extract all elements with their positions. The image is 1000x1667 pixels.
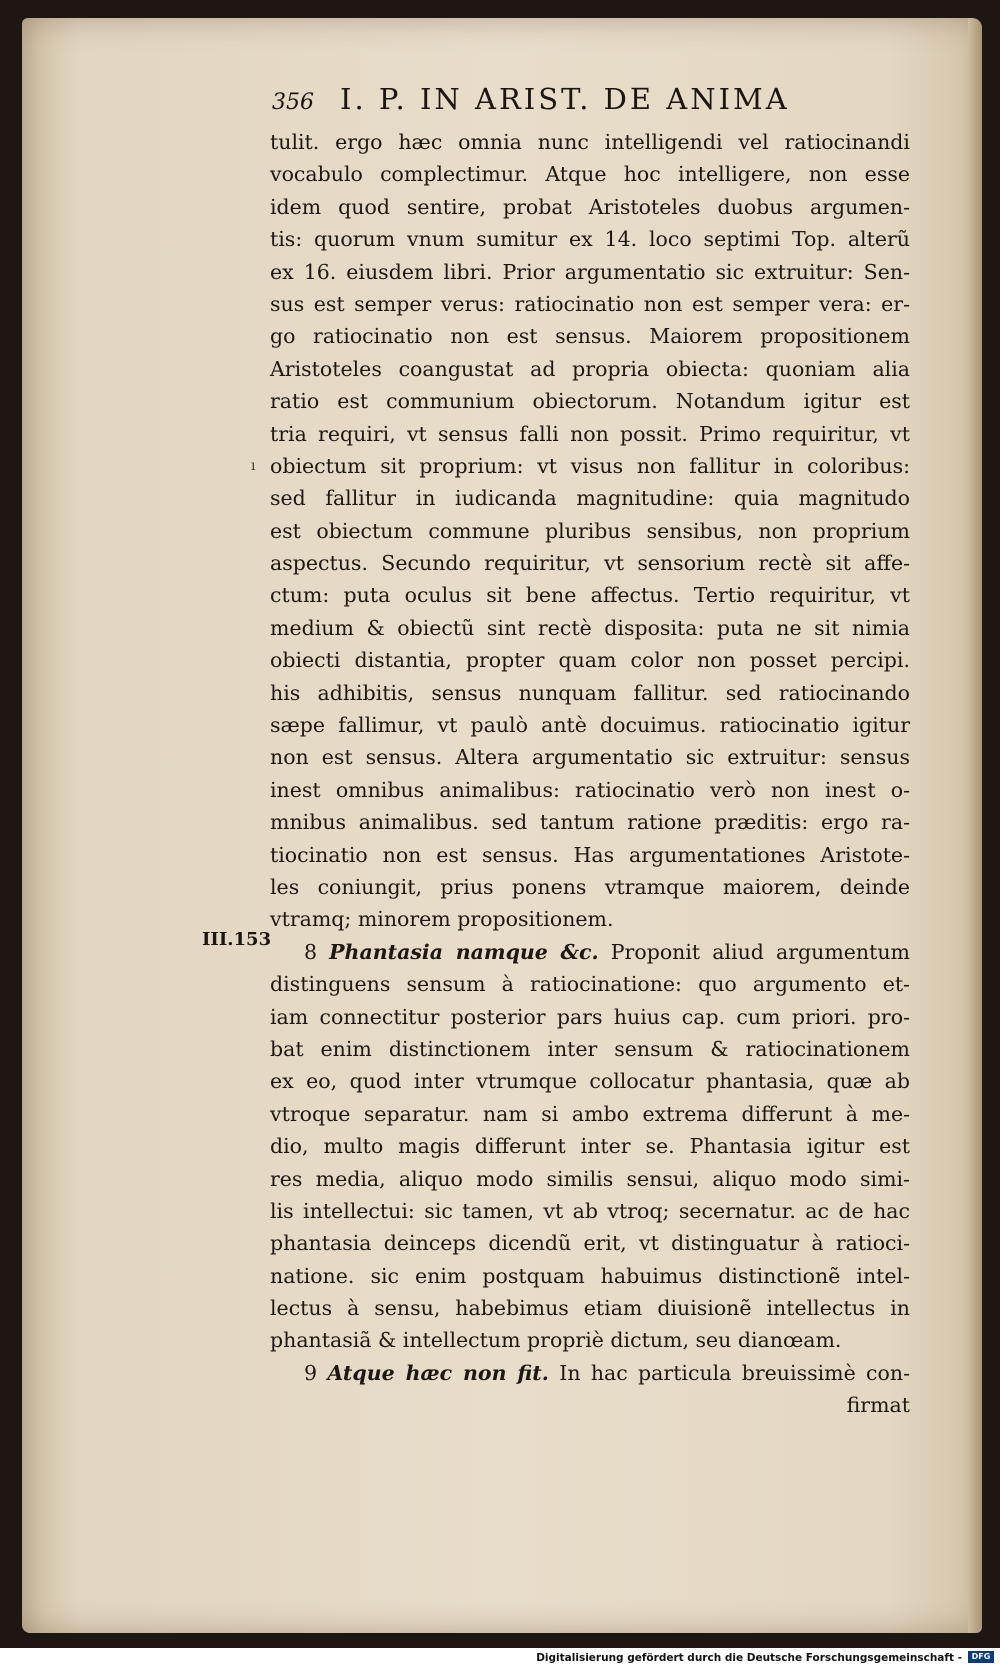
text-line: tiocinatio non est sensus. Has argumentationes Aristote- [270,842,910,867]
text-line: phantasiã & intellectum propriè dictum, seu dianœam. [270,1328,842,1353]
lemma-line-9 [270,1357,910,1389]
text-line: ctum: puta oculus sit bene affectus. Tertio requiritur, vt [270,583,910,608]
lemma-text: Phantasia namque &c. [329,939,599,964]
text-line: lis intellectui: sic tamen, vt ab vtroq; secernatur. ac de hac [270,1198,910,1223]
page-edge [968,18,982,1633]
catchword: firmat [846,1393,910,1418]
text-line: ex eo, quod inter vtrumque collocatur phantasia, quæ ab [270,1069,910,1094]
text-line: vtroque separatur. nam si ambo extrema differunt à me- [270,1101,910,1126]
text-line: phantasia deinceps dicendũ erit, vt distinguatur à ratioci- [270,1231,910,1256]
text-line: les coniungit, prius ponens vtramque maiorem, deinde [270,874,910,899]
text-line: vocabulo complectimur. Atque hoc intelligere, non esse [270,162,910,187]
text-line: est obiectum commune pluribus sensibus, non proprium [270,518,910,543]
funding-credit: Digitalisierung gefördert durch die Deutsche Forschungsgemeinschaft - [536,1652,962,1664]
text-line: his adhibitis, sensus nunquam fallitur. sed ratiocinando [270,680,910,705]
text-line: sed fallitur in iudicanda magnitudine: quia magnitudo [270,486,910,511]
text-line: idem quod sentire, probat Aristoteles duobus argumen- [270,194,910,219]
text-line: tis: quorum vnum sumitur ex 14. loco septimi Top. alterũ [270,227,910,252]
running-header [272,82,832,122]
text-line: Aristoteles coangustat ad propria obiecta: quoniam alia [270,356,910,381]
text-line: mnibus animalibus. sed tantum ratione præditis: ergo ra- [270,810,910,835]
text-line: ex 16. eiusdem libri. Prior argumentatio sic extruitur: Sen- [270,259,910,284]
text-line: tria requiri, vt sensus falli non possit. Primo requiritur, vt [270,421,910,446]
text-line: tulit. ergo hæc omnia nunc intelligendi vel ratiocinandi [270,130,910,154]
text-line: obiecti distantia, propter quam color non posset percipi. [270,648,910,673]
body-text [270,126,910,1422]
lemma-number: 9 [304,1360,318,1385]
text-line: sus est semper verus: ratiocinatio non est semper vera: er- [270,291,910,316]
text-line: go ratiocinatio non est sensus. Maiorem propositionem [270,324,910,349]
text-line: medium & obiectũ sint rectè disposita: puta ne sit nimia [270,615,910,640]
margin-reference: III.153 [202,929,272,950]
text-line: bat enim distinctionem inter sensum & ratiocinationem [270,1036,910,1061]
running-title: I. P. IN ARIST. DE ANIMA [340,82,790,116]
dfg-logo: DFG [968,1651,994,1663]
lemma-commentary: In hac particula breuissimè con- [559,1360,910,1385]
text-line: iam connectitur posterior pars huius cap. cum priori. pro- [270,1004,910,1029]
lemma-commentary: Proponit aliud argumentum [610,939,910,964]
text-line: lectus à sensu, habebimus etiam diuisionẽ intellectus in [270,1296,910,1321]
text-line: vtramq; minorem propositionem. [270,907,614,932]
text-line: obiectum sit proprium: vt visus non fallitur in coloribus: [270,453,910,478]
text-line: sæpe fallimur, vt paulò antè docuimus. ratiocinatio igitur [270,713,910,738]
margin-tick: ı [251,458,256,474]
text-line: aspectus. Secundo requiritur, vt sensorium rectè sit affe- [270,551,910,576]
text-line: ratio est communium obiectorum. Notandum igitur est [270,389,910,414]
lemma-line-8 [270,936,910,968]
text-line: dio, multo magis differunt inter se. Phantasia igitur est [270,1134,910,1159]
text-line: inest omnibus animalibus: ratiocinatio verò non inest o- [270,777,910,802]
text-line: non est sensus. Altera argumentatio sic extruitur: sensus [270,745,910,770]
lemma-number: 8 [304,939,318,964]
text-line: res media, aliquo modo similis sensui, aliquo modo simi- [270,1166,910,1191]
lemma-text: Atque hæc non fit. [327,1360,549,1385]
page-number: 356 [272,90,314,115]
text-line: natione. sic enim postquam habuimus distinctionẽ intel- [270,1263,910,1288]
text-line: distinguens sensum à ratiocinatione: quo argumento et- [270,972,910,997]
